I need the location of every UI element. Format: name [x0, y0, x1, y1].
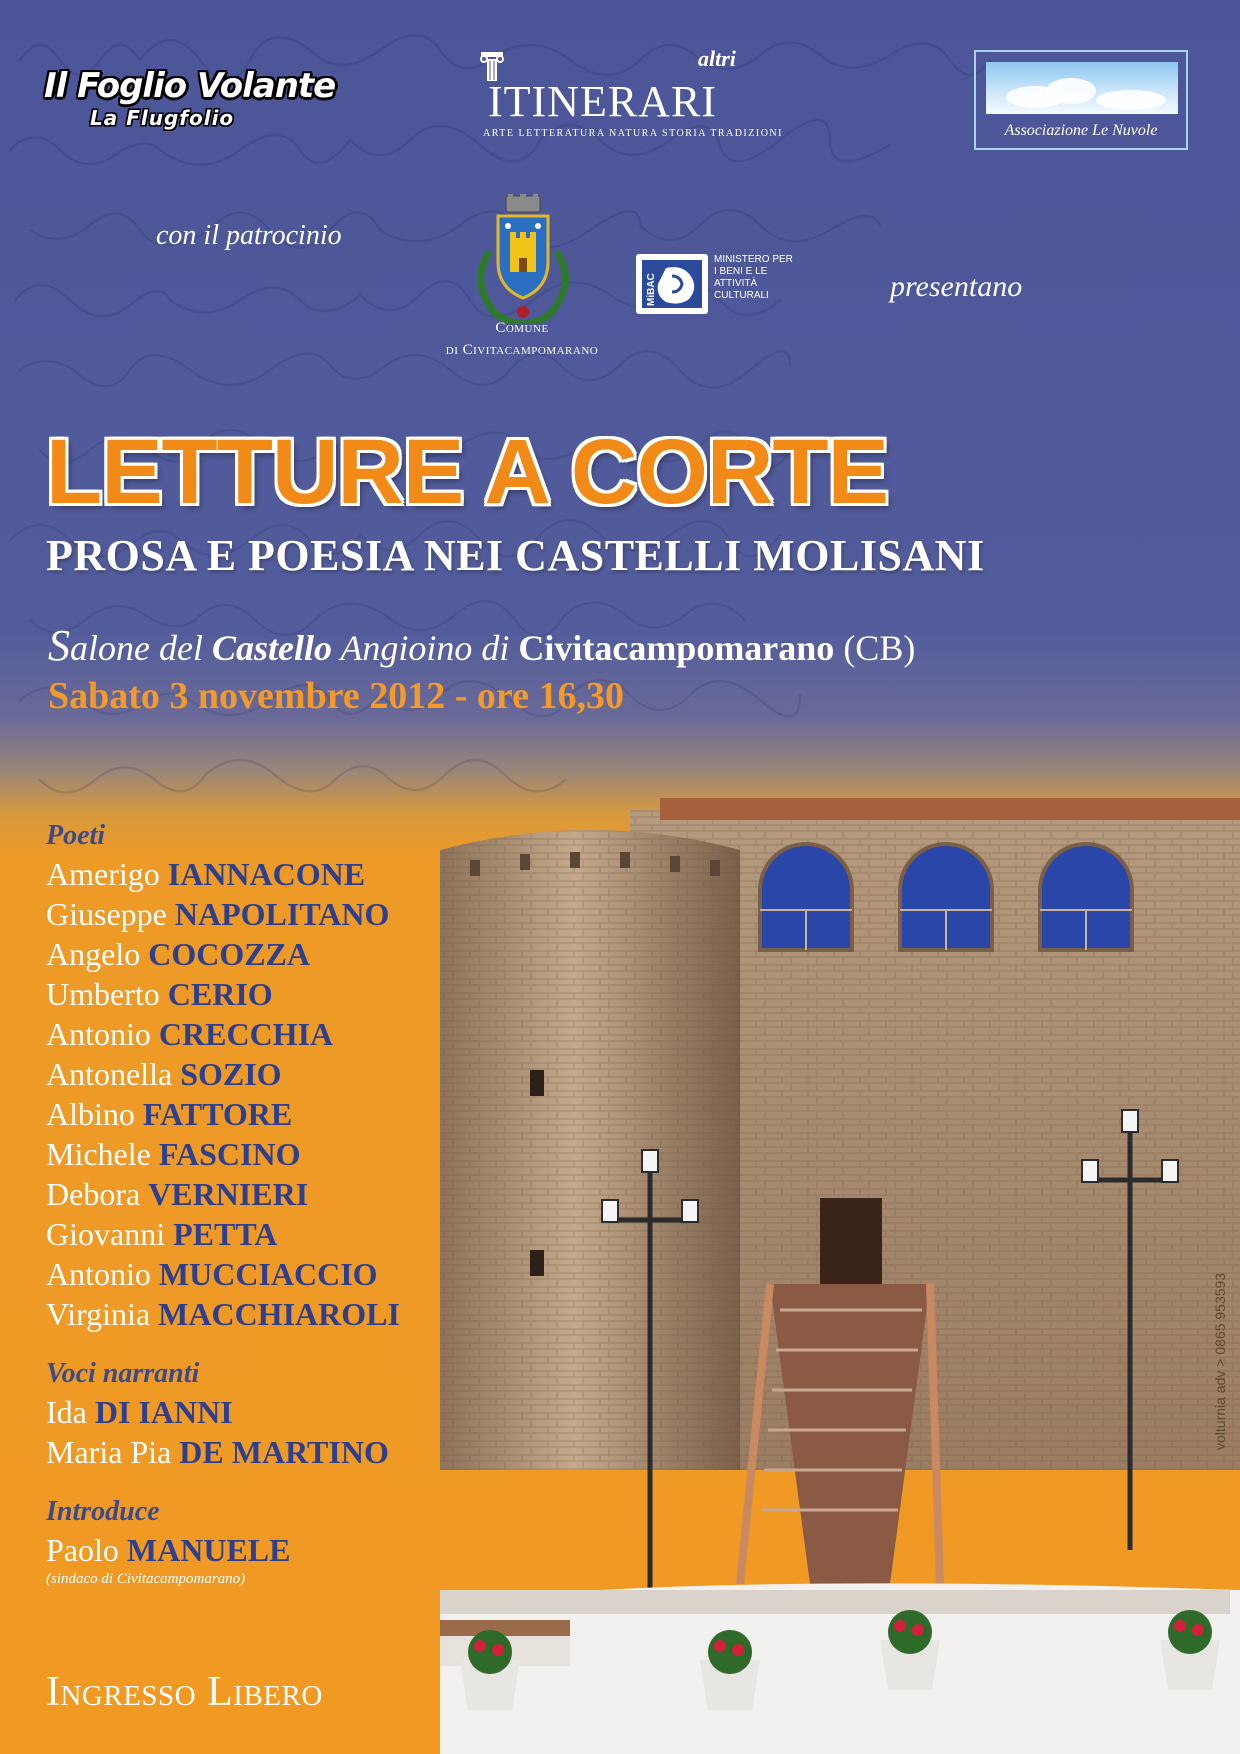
venue-part-c: Angioino di [331, 628, 519, 668]
event-date: Sabato 3 novembre 2012 - ore 16,30 [48, 675, 624, 717]
venue-province: (CB) [834, 628, 916, 668]
mibac-text: MINISTERO PER I BENI E LE ATTIVITÀ CULTURALI [714, 254, 793, 301]
il-foglio-volante-logo [44, 66, 354, 136]
mibac-emblem [636, 254, 708, 314]
event-subtitle: PROSA E POESIA NEI CASTELLI MOLISANI [46, 531, 985, 580]
cloud-icon [1046, 78, 1096, 104]
nuvole-label: Associazione Le Nuvole [1004, 122, 1158, 139]
foglio-subtitle: La Flugfolio [90, 106, 235, 130]
venue-castello: Castello [211, 628, 332, 668]
ingresso-libero: Ingresso Libero [46, 1669, 323, 1715]
list-item: Michele FASCINO [46, 1136, 301, 1172]
civitacampomarano-crest-icon [468, 194, 578, 324]
introduce-label: Introduce [46, 1496, 160, 1527]
itinerari-altri: altri [698, 46, 736, 71]
list-item: Antonio MUCCIACCIO [46, 1256, 378, 1292]
event-title: LETTURE A CORTE [46, 421, 888, 523]
list-item: Maria Pia DE MARTINO [46, 1434, 389, 1470]
list-item: Ida DI IANNI [46, 1394, 233, 1430]
venue-initial: S [48, 621, 70, 670]
castle-photo [440, 790, 1240, 1754]
list-item: Debora VERNIERI [46, 1176, 309, 1212]
voci-narranti-label: Voci narranti [46, 1358, 200, 1389]
list-item: Umberto CERIO [46, 976, 273, 1012]
introduce-note: (sindaco di Civitacampomarano) [46, 1571, 246, 1587]
venue-town: Civitacampomarano [518, 628, 835, 668]
mibac-acronym: MiBAC [646, 273, 657, 306]
sky-image [986, 62, 1178, 114]
comune-line-2: di Civitacampomarano [445, 342, 599, 358]
patronage-label: con il patrocinio [156, 220, 342, 251]
venue-part-a: alone del [70, 628, 212, 668]
list-item: Albino FATTORE [46, 1096, 293, 1132]
altri-itinerari-logo [478, 44, 798, 144]
cloud-icon [1096, 90, 1166, 110]
list-item: Giuseppe NAPOLITANO [46, 896, 390, 932]
list-item: Antonio CRECCHIA [46, 1016, 334, 1052]
itinerari-subtitle: ARTE LETTERATURA NATURA STORIA TRADIZIONI [483, 128, 783, 139]
itinerari-title: ITINERARI [488, 77, 717, 126]
agency-credit: volturnia adv > 0865 953593 [1212, 1272, 1228, 1450]
list-item: Antonella SOZIO [46, 1056, 282, 1092]
list-item: Virginia MACCHIAROLI [46, 1296, 400, 1332]
presentano-label: presentano [890, 270, 1023, 303]
list-item: Angelo COCOZZA [46, 936, 310, 972]
list-item: Amerigo IANNACONE [46, 856, 366, 892]
comune-line-1: Comune [495, 320, 549, 336]
poeti-label: Poeti [46, 820, 106, 851]
list-item: Giovanni PETTA [46, 1216, 278, 1252]
list-item: Paolo MANUELE [46, 1532, 291, 1568]
participants-list [46, 818, 466, 1588]
mibac-logo [636, 254, 793, 316]
associazione-le-nuvole-logo [974, 50, 1188, 150]
foglio-title: Il Foglio Volante [44, 66, 336, 106]
event-venue [48, 620, 915, 671]
